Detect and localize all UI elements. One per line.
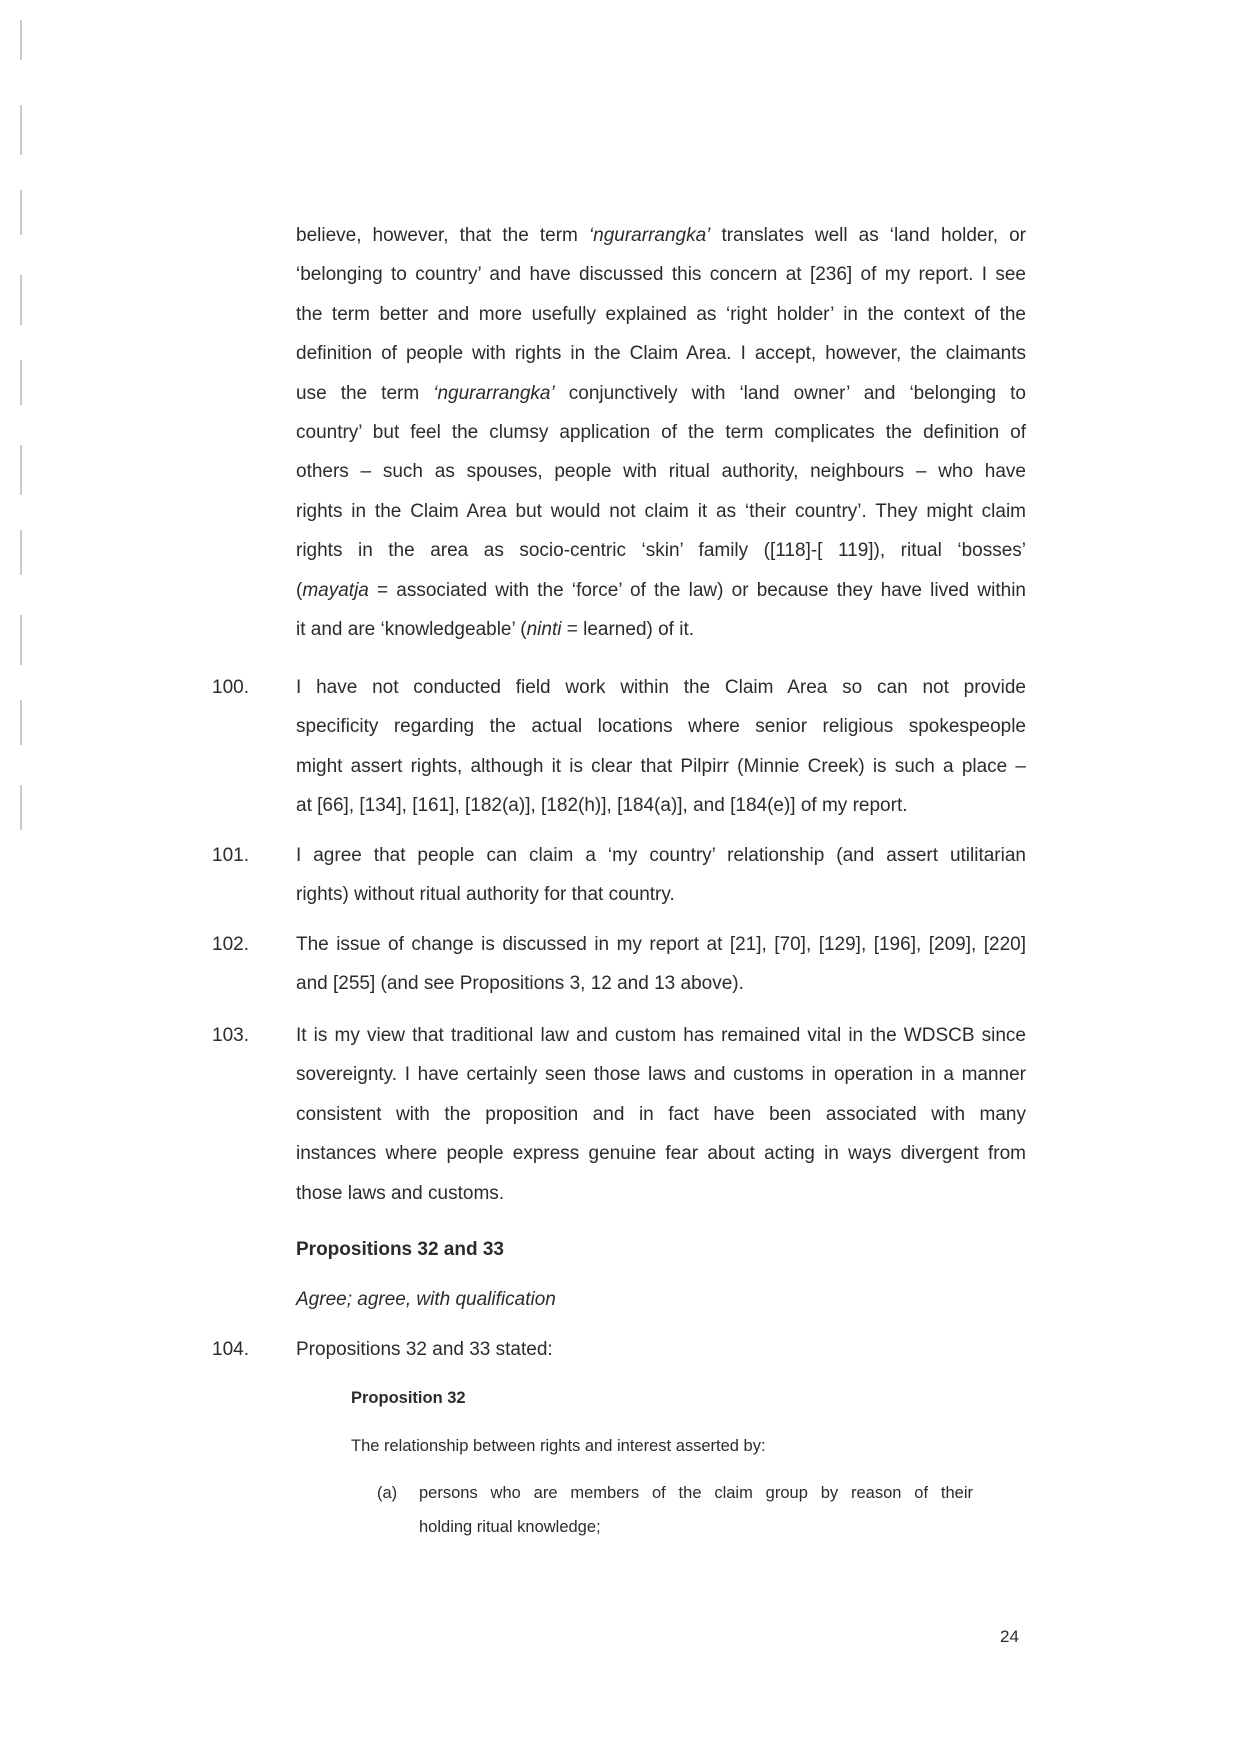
text-line: (mayatja = associated with the ‘force’ of the law) or because they have lived within	[296, 579, 1026, 601]
paragraph-104: Propositions 32 and 33 stated:	[296, 1339, 553, 1360]
text-line: The issue of change is discussed in my report at [21], [70], [129], [196], [209], [220]	[296, 934, 1026, 955]
scan-artifact	[20, 105, 22, 155]
scan-artifact	[20, 785, 22, 830]
section-subheading: Agree; agree, with qualification	[296, 1289, 556, 1310]
paragraph-continued	[296, 216, 1026, 649]
italic-term: mayatja	[302, 579, 369, 601]
text-line: and [255] (and see Propositions 3, 12 and 13 above).	[296, 973, 744, 995]
italic-term: ‘ngurarrangka’	[588, 225, 711, 246]
text-line: definition of people with rights in the Claim Area. I accept, however, the claimants	[296, 343, 1026, 365]
quote-item-label: (a)	[377, 1484, 398, 1502]
quote-heading: Proposition 32	[351, 1389, 466, 1407]
scan-artifact	[20, 275, 22, 325]
text-line: instances where people express genuine fear about acting in ways divergent from	[296, 1143, 1026, 1165]
text-line: country’ but feel the clumsy application of the term complicates the definition of	[296, 422, 1026, 444]
scan-artifact	[20, 360, 22, 405]
paragraph-102	[296, 925, 1026, 1004]
text-line: specificity regarding the actual locations where senior religious spokespeople	[296, 716, 1026, 738]
italic-term: ‘ngurarrangka’	[433, 382, 555, 404]
quote-item-line: persons who are members of the claim group by reason of their	[419, 1484, 973, 1502]
quote-item	[419, 1476, 973, 1544]
scan-artifact	[20, 700, 22, 745]
scan-artifact	[20, 530, 22, 575]
scan-artifact	[20, 190, 22, 235]
quote-intro: The relationship between rights and interest asserted by:	[351, 1437, 766, 1455]
page-number: 24	[1000, 1627, 1019, 1646]
paragraph-number: 103.	[212, 1025, 249, 1046]
section-heading: Propositions 32 and 33	[296, 1239, 504, 1260]
text-line: sovereignty. I have certainly seen those laws and customs in operation in a manner	[296, 1064, 1026, 1086]
text-line: rights in the Claim Area but would not claim it as ‘their country’. They might claim	[296, 500, 1026, 522]
text-line: use the term ‘ngurarrangka’ conjunctively with ‘land owner’ and ‘belonging to	[296, 382, 1026, 404]
paragraph-100	[296, 668, 1026, 826]
paragraph-number: 102.	[212, 934, 249, 955]
text-line: I agree that people can claim a ‘my country’ relationship (and assert utilitarian	[296, 845, 1026, 866]
paragraph-number: 101.	[212, 845, 249, 866]
paragraph-number: 104.	[212, 1339, 249, 1360]
quote-item-line: holding ritual knowledge;	[419, 1518, 601, 1536]
text-line: It is my view that traditional law and custom has remained vital in the WDSCB since	[296, 1025, 1026, 1046]
scan-artifact	[20, 615, 22, 665]
text-line: consistent with the proposition and in fact have been associated with many	[296, 1103, 1026, 1125]
text-line: believe, however, that the term ‘ngurarrangka’ translates well as ‘land holder, or	[296, 225, 1026, 246]
text-line: those laws and customs.	[296, 1182, 505, 1204]
text-line: I have not conducted field work within the Claim Area so can not provide	[296, 677, 1026, 698]
text-line: rights) without ritual authority for that country.	[296, 884, 675, 906]
scan-artifact	[20, 20, 22, 60]
text-line: ‘belonging to country’ and have discussed this concern at [236] of my report. I see	[296, 264, 1026, 286]
paragraph-101	[296, 836, 1026, 915]
paragraph-103	[296, 1016, 1026, 1213]
text-line: the term better and more usefully explained as ‘right holder’ in the context of the	[296, 303, 1026, 325]
paragraph-number: 100.	[212, 677, 249, 698]
text-line: might assert rights, although it is clear that Pilpirr (Minnie Creek) is such a place –	[296, 755, 1026, 777]
text-line: at [66], [134], [161], [182(a)], [182(h)], [184(a)], and [184(e)] of my report.	[296, 795, 908, 817]
scan-artifact	[20, 445, 22, 495]
text-line: others – such as spouses, people with ritual authority, neighbours – who have	[296, 461, 1026, 483]
text-line: rights in the area as socio-centric ‘skin’ family ([118]-[ 119]), ritual ‘bosses’	[296, 540, 1026, 562]
text-line: it and are ‘knowledgeable’ (ninti = learned) of it.	[296, 619, 695, 641]
italic-term: ninti	[526, 619, 562, 641]
